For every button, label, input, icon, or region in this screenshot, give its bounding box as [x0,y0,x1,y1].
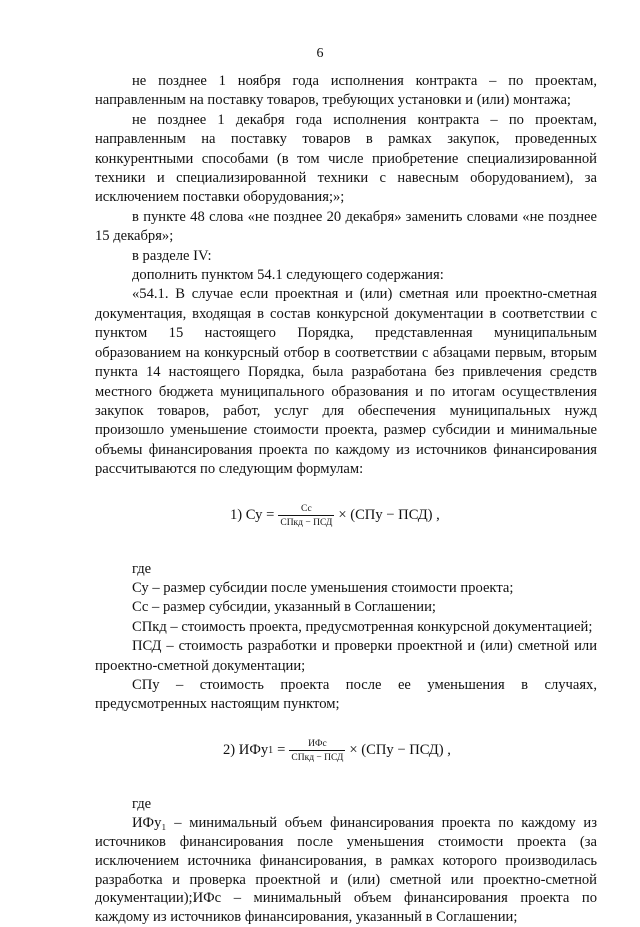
formula-financing-fraction [289,738,345,764]
formula-financing-equals: = [277,742,286,759]
formula-financing-numerator: ИФс [308,738,327,749]
formula-subsidy-prefix: 1) Су = [230,506,275,523]
formula-subsidy-fraction [278,503,334,529]
formula-subsidy-numerator: Сс [301,503,312,514]
paragraph-point-54-1: «54.1. В случае если проектная и (или) сметная или проектно-сметная документация, входящая в состав конкурсной документации в соответствии с пунктом 15 настоящего Порядка, представленная муниципальным образованием на конкурсный отбор в соответствии с абзацами первым, вторым пункта 14 настоящего Порядка, была разработана без привлечения средств местного бюджета муниципального образования и по итогам осуществления закупок товаров, работ, услуг для обеспечения муниципальных нужд произошло уменьшение стоимости проекта, размер субсидии и минимальные объемы финансирования проекта по каждому из источников финансирования рассчитываются по следующим формулам: [95,286,597,478]
definition-spkd: СПкд – стоимость проекта, предусмотренная конкурсной документацией; [132,618,593,635]
paragraph-where-2: где [132,795,152,812]
definition-ifu1: ИФу₁ – минимальный объем финансирования проекта по каждому из источников финансирования после уменьшения стоимости проекта (за исключением источника финансирования, в рамках которого производилась разработка и проверка проектной и (или) сметной или проектно-сметной документации);ИФс – минимальный объем финансирования проекта по каждому из источников финансирования, указанный в Соглашении; [95,815,597,926]
paragraph-december-deadline: не позднее 1 декабря года исполнения контракта – по проектам, направленным на поставку товаров в рамках закупок, проведенных конкурентными способами (в том числе приобретение специализированной техники и специализированной техники с навесным оборудованием), за исключением поставки оборудования;»; [95,111,597,206]
formula-subsidy-denominator: СПкд − ПСД [278,515,334,529]
paragraph-where-1: где [132,560,152,577]
definition-ss: Сс – размер субсидии, указанный в Соглашении; [132,599,436,616]
paragraph-november-deadline: не позднее 1 ноября года исполнения контракта – по проектам, направленным на поставку товаров, требующих установки и (или) монтажа; [95,73,597,109]
definition-su: Су – размер субсидии после уменьшения стоимости проекта; [132,579,514,596]
page-number: 6 [316,46,324,61]
paragraph-point-48: в пункте 48 слова «не позднее 20 декабря» заменить словами «не позднее 15 декабря»; [95,208,597,245]
formula-financing-suffix: × (СПу − ПСД) , [349,742,451,759]
paragraph-add-point: дополнить пунктом 54.1 следующего содержания: [132,267,444,284]
formula-subsidy [95,498,597,534]
formula-financing [95,733,597,769]
definition-spu: СПу – стоимость проекта после ее уменьшения в случаях, предусмотренных настоящим пунктом; [95,676,597,713]
paragraph-section-iv: в разделе IV: [132,247,212,264]
definition-psd: ПСД – стоимость разработки и проверки проектной и (или) сметной или проектно-сметной документации; [95,638,597,674]
formula-subsidy-suffix: × (СПу − ПСД) , [338,506,440,523]
formula-financing-prefix: 2) ИФу [223,742,269,759]
formula-financing-denominator: СПкд − ПСД [289,750,345,764]
formula-financing-prefix-sub: 1 [268,745,274,757]
document-body [95,72,597,927]
